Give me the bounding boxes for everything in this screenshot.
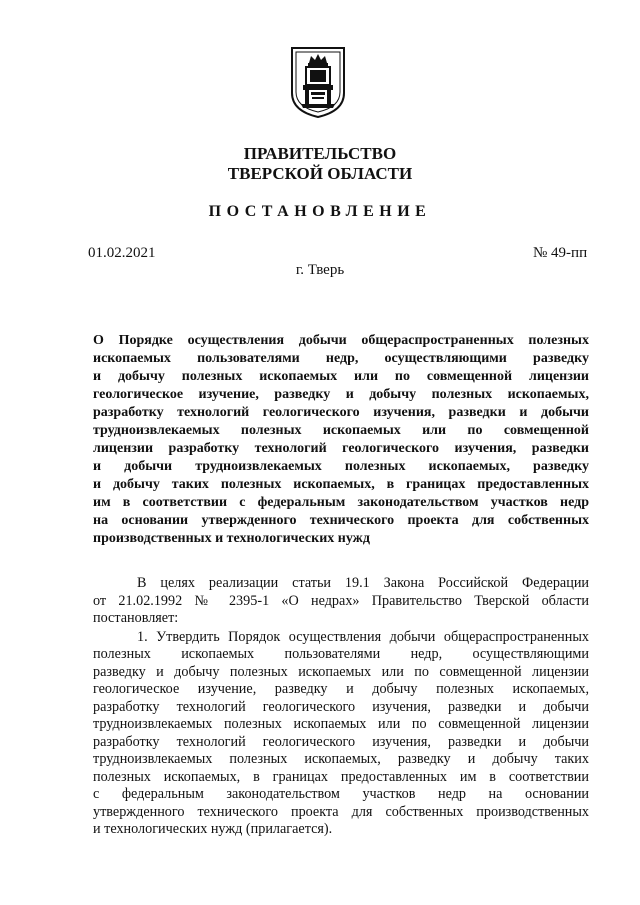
title-line: им в соответствии с федеральным законодательством участков недр: [93, 495, 589, 510]
document-body: [93, 575, 589, 839]
title-line: О Порядке осуществления добычи общераспространенных полезных: [93, 333, 589, 348]
organization-name-line2: ТВЕРСКОЙ ОБЛАСТИ: [227, 164, 413, 183]
document-type: ПОСТАНОВЛЕНИЕ: [208, 203, 432, 220]
title-line: трудноизвлекаемых полезных ископаемых или по совмещенной: [93, 423, 589, 438]
preamble-line: от 21.02.1992 № 2395-1 «О недрах» Правительство Тверской области: [93, 592, 589, 609]
title-line: лицензии разработку технологий геологического изучения, разведки: [93, 441, 589, 456]
item1-line: полезных ископаемых, в границах предоставленных им в соответствии: [93, 768, 589, 785]
item1-line: разработку технологий геологического изучения, разведки и добычи: [93, 733, 589, 750]
item1-line: утвержденного технического проекта для собственных производственных: [93, 803, 589, 820]
item1-line: и технологических нужд (прилагается).: [93, 821, 333, 837]
preamble-line: В целях реализации статьи 19.1 Закона Российской Федерации: [137, 575, 589, 591]
title-line: и добычу полезных ископаемых или по совмещенной лицензии: [93, 369, 589, 384]
tver-coat-of-arms-icon: [289, 45, 347, 119]
title-line: разработку технологий геологического изучения, разведки и добычи: [93, 405, 589, 420]
item1-line: разработку технологий геологического изучения, разведки и добычи: [93, 698, 589, 715]
document-city: г. Тверь: [295, 262, 345, 278]
item1-line: полезных ископаемых пользователями недр, осуществляющими: [93, 646, 589, 662]
preamble-line: постановляет:: [93, 610, 179, 626]
title-line: ископаемых пользователями недр, осуществляющими разведку: [93, 351, 589, 366]
title-line: и добычи трудноизвлекаемых полезных ископаемых, разведку: [93, 459, 589, 474]
organization-name-line1: ПРАВИТЕЛЬСТВО: [243, 144, 397, 163]
item1-line: с федеральным законодательством участков недр на основании: [93, 786, 589, 802]
document-date: 01.02.2021: [88, 245, 156, 261]
item1-line: разведку и добычу полезных ископаемых или по совмещенной лицензии: [93, 663, 589, 680]
title-line: на основании утвержденного технического проекта для собственных: [93, 513, 589, 528]
document-number: № 49-пп: [533, 245, 588, 261]
document-title: [93, 332, 589, 548]
title-line: и добычу таких полезных ископаемых, в границах предоставленных: [93, 477, 589, 492]
item1-line: 1. Утвердить Порядок осуществления добычи общераспространенных: [137, 628, 589, 645]
title-line: геологическое изучение, разведку и добычу полезных ископаемых,: [93, 387, 589, 402]
title-line: производственных и технологических нужд: [93, 531, 370, 546]
item1-line: трудноизвлекаемых полезных ископаемых или по совмещенной лицензии: [93, 716, 589, 732]
item1-line: геологическое изучение, разведку и добычу полезных ископаемых,: [93, 681, 589, 697]
item1-line: трудноизвлекаемых полезных ископаемых, разведку и добычу таких: [93, 751, 589, 767]
